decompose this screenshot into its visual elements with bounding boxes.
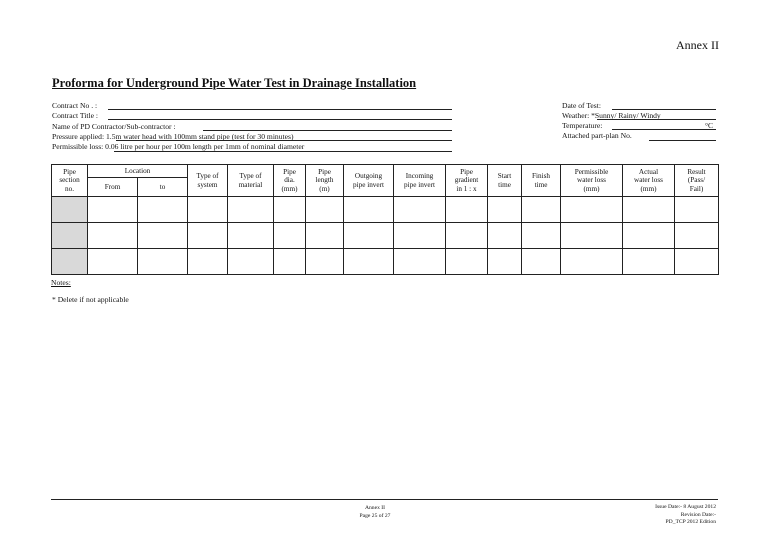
table-header-row: [52, 165, 719, 178]
location-header: Location: [88, 165, 188, 178]
footer-page-info: [320, 505, 430, 520]
pipe-dia-header: Pipe dia. (mm): [274, 165, 306, 197]
table-cell[interactable]: [488, 197, 522, 223]
table-cell[interactable]: [306, 249, 344, 275]
annex-label: Annex II: [676, 38, 719, 52]
table-cell[interactable]: [138, 197, 188, 223]
section-cell[interactable]: [52, 249, 88, 275]
type-material-header: Type of material: [228, 165, 274, 197]
table-cell[interactable]: [138, 223, 188, 249]
contract-title-line[interactable]: [108, 119, 452, 120]
temperature-label: Temperature:: [562, 121, 603, 130]
table-cell[interactable]: [306, 197, 344, 223]
pressure-label: Pressure applied:: [52, 132, 105, 141]
date-line[interactable]: [612, 109, 716, 110]
table-cell[interactable]: [188, 223, 228, 249]
to-header: to: [138, 178, 188, 197]
table-cell[interactable]: [394, 223, 446, 249]
table-cell[interactable]: [274, 223, 306, 249]
table-cell[interactable]: [344, 197, 394, 223]
table-cell[interactable]: [274, 249, 306, 275]
loss-label: Permissible loss:: [52, 142, 104, 151]
contractor-label: Name of PD Contractor/Sub-contractor :: [52, 122, 176, 131]
table-cell[interactable]: [446, 249, 488, 275]
loss-line: [114, 151, 452, 152]
table-cell[interactable]: [394, 197, 446, 223]
table-cell[interactable]: [446, 197, 488, 223]
table-cell[interactable]: [188, 249, 228, 275]
table-cell[interactable]: [344, 249, 394, 275]
table-row: [52, 197, 719, 223]
table-cell[interactable]: [228, 223, 274, 249]
table-cell[interactable]: [446, 223, 488, 249]
from-header: From: [88, 178, 138, 197]
weather-label: Weather:: [562, 111, 590, 120]
incoming-invert-header: Incoming pipe invert: [394, 165, 446, 197]
table-cell[interactable]: [561, 249, 623, 275]
temperature-unit: °C: [705, 121, 714, 130]
type-system-header: Type of system: [188, 165, 228, 197]
table-cell[interactable]: [522, 197, 561, 223]
part-plan-line[interactable]: [649, 140, 716, 141]
table-cell[interactable]: [344, 223, 394, 249]
table-cell[interactable]: [675, 223, 719, 249]
outgoing-invert-header: Outgoing pipe invert: [344, 165, 394, 197]
section-cell[interactable]: [52, 223, 88, 249]
part-plan-label: Attached part-plan No.: [562, 131, 632, 140]
loss-value: 0.06 litre per hour per 100m length per 1mm of nominal diameter: [105, 142, 305, 151]
table-cell[interactable]: [561, 197, 623, 223]
table-cell[interactable]: [88, 223, 138, 249]
table-cell[interactable]: [623, 223, 675, 249]
footer-annex: Annex II: [364, 505, 386, 511]
pressure-line: [116, 140, 452, 141]
contract-no-line[interactable]: [108, 109, 452, 110]
contract-no-label: Contract No . :: [52, 101, 98, 110]
weather-line[interactable]: [597, 119, 716, 120]
table-cell[interactable]: [623, 249, 675, 275]
table-cell[interactable]: [522, 223, 561, 249]
notes-label: Notes:: [51, 278, 71, 287]
footer-issue-date: Issue Date:- 8 August 2012: [655, 504, 716, 510]
result-header: Result (Pass/ Fail): [675, 165, 719, 197]
pipe-section-header: Pipe section no.: [52, 165, 88, 197]
table-cell[interactable]: [394, 249, 446, 275]
footer-revision-date: Revision Date:-: [680, 511, 716, 518]
permissible-loss-header: Permissible water loss (mm): [561, 165, 623, 197]
table-cell[interactable]: [488, 249, 522, 275]
date-label: Date of Test:: [562, 101, 601, 110]
pipe-test-table: [51, 164, 719, 275]
start-time-header: Start time: [488, 165, 522, 197]
table-cell[interactable]: [675, 197, 719, 223]
table-cell[interactable]: [274, 197, 306, 223]
table-cell[interactable]: [675, 249, 719, 275]
table-cell[interactable]: [561, 223, 623, 249]
weather-value: *Sunny/ Rainy/ Windy: [591, 111, 661, 120]
footer-edition: PD_TCP 2012 Edition: [665, 519, 716, 526]
table-row: [52, 223, 719, 249]
page-title: Proforma for Underground Pipe Water Test in Drainage Installation: [52, 76, 417, 90]
contract-title-label: Contract Title :: [52, 111, 98, 120]
table-cell[interactable]: [522, 249, 561, 275]
footer-page-number: Page 25 of 27: [359, 512, 391, 519]
section-cell[interactable]: [52, 197, 88, 223]
contractor-line[interactable]: [203, 130, 452, 131]
table-cell[interactable]: [228, 197, 274, 223]
table-cell[interactable]: [623, 197, 675, 223]
pipe-length-header: Pipe length (m): [306, 165, 344, 197]
table-cell[interactable]: [228, 249, 274, 275]
footer-edition-info: [588, 504, 716, 527]
footnote: * Delete if not applicable: [52, 295, 129, 304]
finish-time-header: Finish time: [522, 165, 561, 197]
table-cell[interactable]: [306, 223, 344, 249]
table-cell[interactable]: [88, 249, 138, 275]
loss-row: [52, 142, 304, 151]
footer-divider: [51, 499, 718, 500]
pressure-value: 1.5m water head with 100mm stand pipe (test for 30 minutes): [106, 132, 294, 141]
table-cell[interactable]: [88, 197, 138, 223]
temperature-line[interactable]: [612, 129, 716, 130]
gradient-header: Pipe gradient in 1 : x: [446, 165, 488, 197]
table-row: [52, 249, 719, 275]
table-cell[interactable]: [188, 197, 228, 223]
table-cell[interactable]: [488, 223, 522, 249]
actual-loss-header: Actual water loss (mm): [623, 165, 675, 197]
table-cell[interactable]: [138, 249, 188, 275]
